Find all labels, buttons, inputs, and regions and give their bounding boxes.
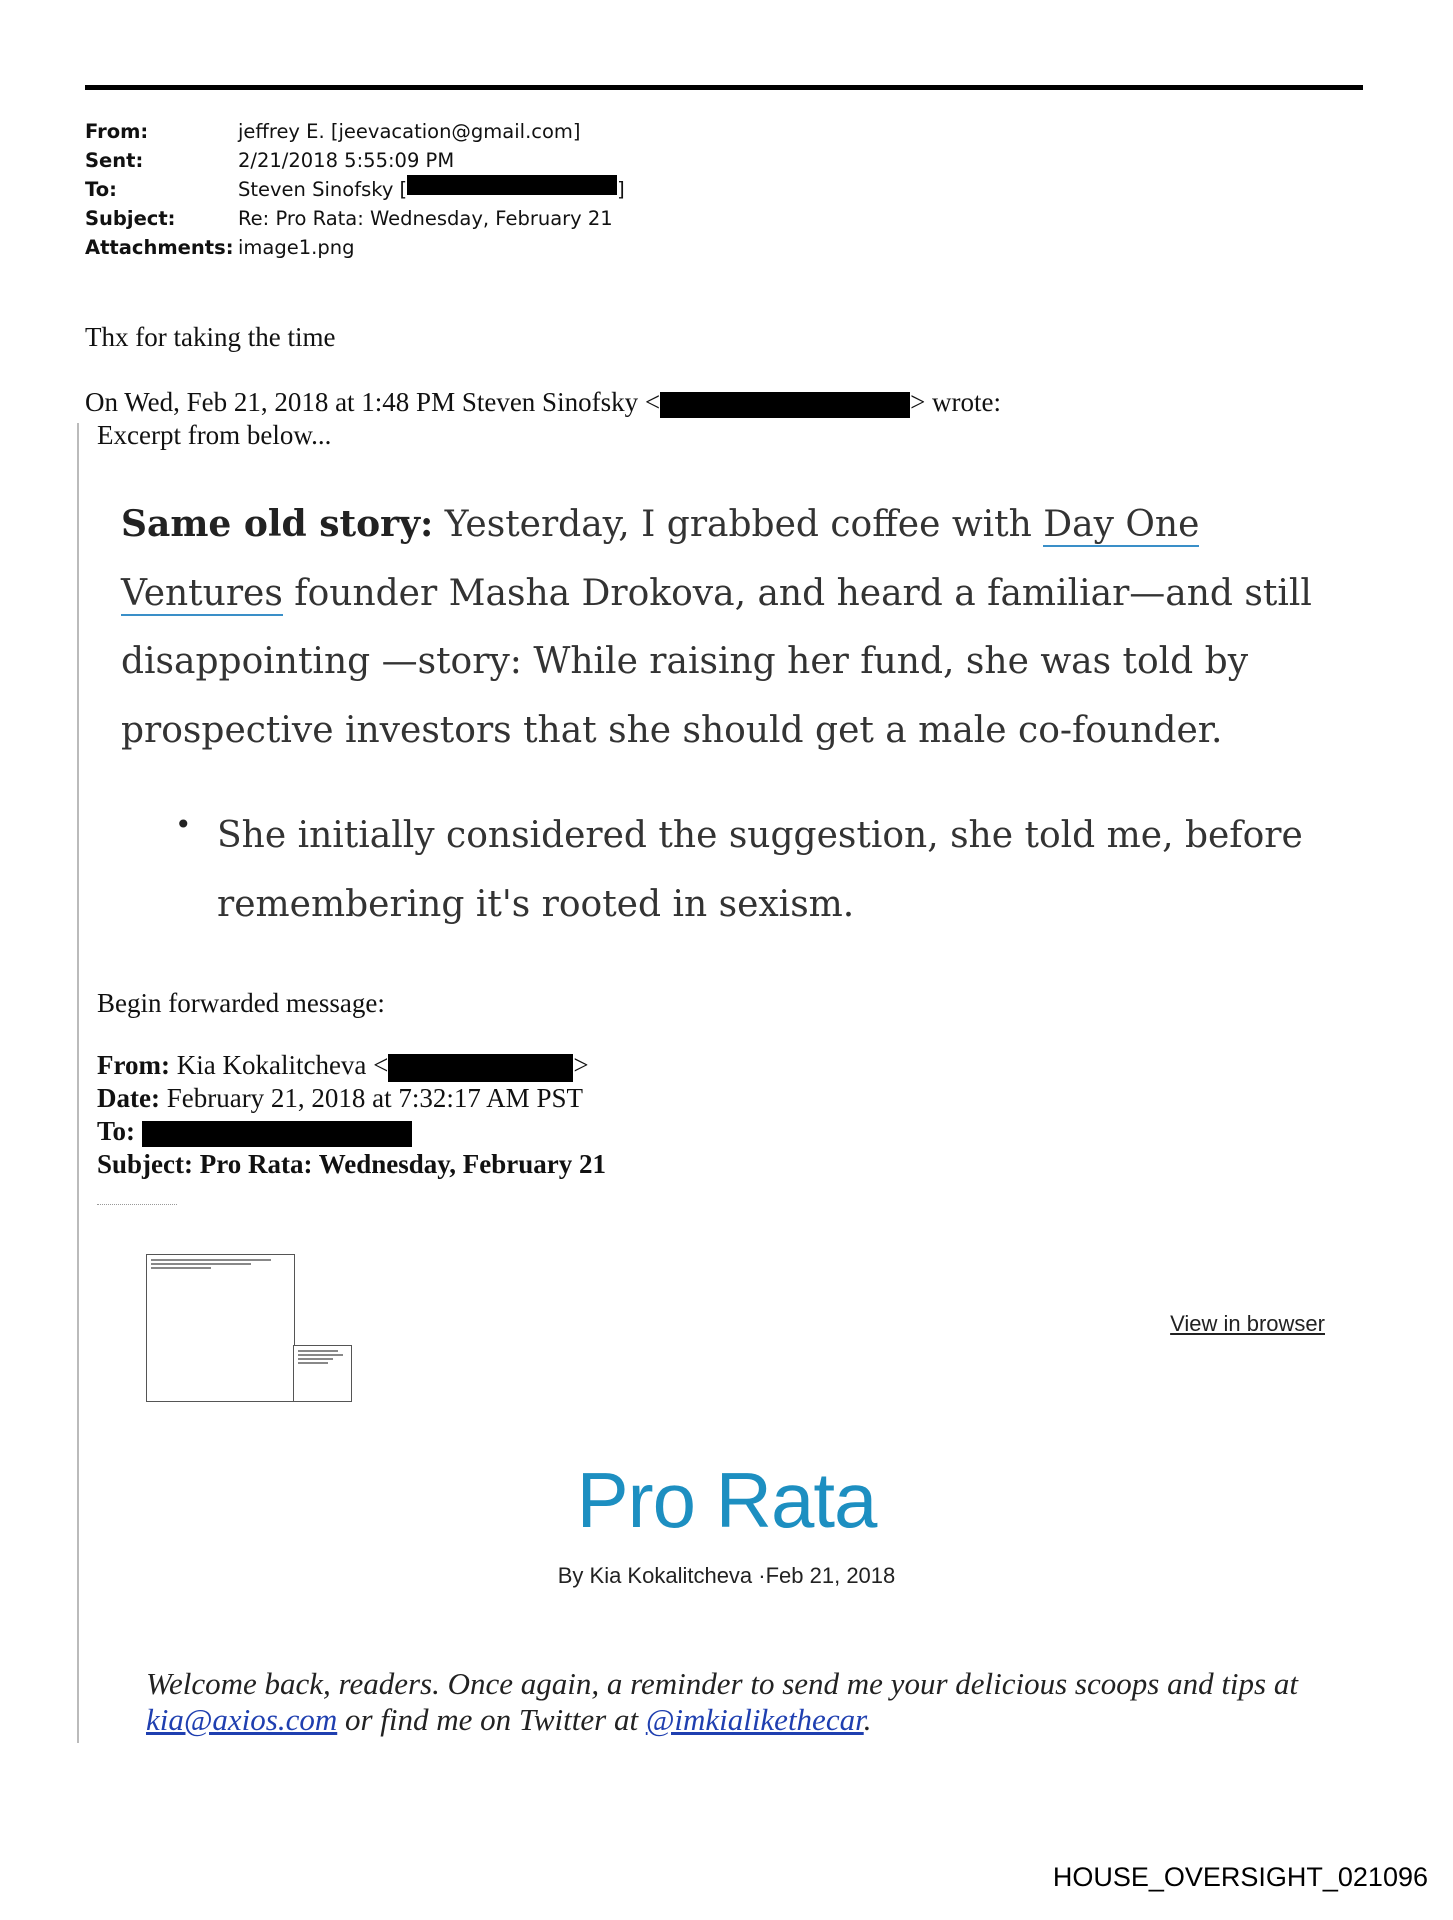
forwarded-heading: Begin forwarded message:	[97, 988, 385, 1018]
fwd-to-label: To:	[97, 1116, 136, 1146]
document-id: HOUSE_OVERSIGHT_021096	[1052, 1862, 1428, 1892]
redaction-block	[388, 1054, 573, 1082]
header-to-row	[85, 175, 625, 204]
excerpt-bullet: She initially considered the suggestion, she told me, before remembering it's rooted in sexism.	[217, 815, 1303, 925]
fwd-date-value: February 21, 2018 at 7:32:17 AM PST	[159, 1083, 583, 1113]
header-attachments-row	[85, 233, 625, 262]
fwd-date-row	[97, 1083, 583, 1114]
top-rule	[85, 85, 1363, 90]
attachments-value[interactable]: image1.png	[238, 236, 355, 259]
tiny-preheader	[97, 1204, 177, 1210]
redaction-block	[142, 1121, 412, 1147]
welcome-text-3: .	[863, 1702, 872, 1737]
fwd-from-label: From:	[97, 1050, 170, 1080]
fwd-subject-value: Pro Rata: Wednesday, February 21	[193, 1149, 607, 1179]
excerpt-text-2: founder Masha Drokova, and heard a familiar—and still disappointing —story: While raising her fund, she was told by prospective investors that she should get a male co-founder.	[121, 572, 1312, 751]
header-subject-row	[85, 204, 625, 233]
image-placeholder-large	[146, 1254, 295, 1402]
image-placeholder-text	[294, 1346, 351, 1368]
pro-rata-logo: Pro Rata	[576, 1456, 877, 1544]
image-placeholder-small	[293, 1345, 352, 1402]
welcome-paragraph	[146, 1666, 1346, 1738]
welcome-text-1: Welcome back, readers. Once again, a reminder to send me your delicious scoops and tips at	[146, 1666, 1298, 1701]
reply-text: Thx for taking the time	[85, 322, 336, 352]
subject-label: Subject:	[85, 207, 176, 230]
from-label: From:	[85, 120, 149, 143]
from-value: jeffrey E. [jeevacation@gmail.com]	[238, 120, 581, 143]
email-link[interactable]: kia@axios.com	[146, 1702, 338, 1737]
day-one-ventures-link[interactable]: Day One Ventures	[121, 504, 1200, 614]
twitter-link[interactable]: @imkialikethecar	[645, 1702, 864, 1737]
fwd-from-close: >	[573, 1050, 589, 1080]
image-placeholder-text	[147, 1255, 294, 1273]
fwd-from-value: Kia Kokalitcheva <	[169, 1050, 389, 1080]
excerpt-text-1: Yesterday, I grabbed coffee with	[433, 504, 1044, 545]
fwd-subject-row	[97, 1149, 606, 1180]
attachments-label: Attachments:	[85, 236, 234, 259]
fwd-from-row	[97, 1050, 589, 1082]
fwd-date-label: Date:	[97, 1083, 160, 1113]
quote-intro-end: > wrote:	[910, 387, 1002, 417]
email-header	[85, 117, 625, 262]
redaction-block	[660, 392, 910, 418]
header-from-row	[85, 117, 625, 146]
fwd-subject-label: Subject:	[97, 1149, 193, 1179]
byline: By Kia Kokalitcheva ·Feb 21, 2018	[557, 1563, 896, 1588]
subject-value: Re: Pro Rata: Wednesday, February 21	[238, 207, 613, 230]
fwd-to-row	[97, 1116, 412, 1147]
to-close: ]	[617, 178, 625, 201]
welcome-text-2: or find me on Twitter at	[337, 1702, 646, 1737]
to-value: Steven Sinofsky [	[238, 178, 408, 201]
view-in-browser-link[interactable]: View in browser	[1170, 1311, 1325, 1336]
excerpt-intro: Excerpt from below...	[97, 420, 332, 450]
quote-intro	[85, 387, 1001, 418]
sent-value: 2/21/2018 5:55:09 PM	[238, 149, 455, 172]
bullet-dot: •	[175, 808, 192, 841]
to-label: To:	[85, 178, 117, 201]
header-sent-row	[85, 146, 625, 175]
excerpt-lead: Same old story:	[121, 503, 434, 545]
excerpt-paragraph	[121, 490, 1361, 765]
redaction-block	[407, 175, 617, 195]
quote-intro-start: On Wed, Feb 21, 2018 at 1:48 PM Steven Sinofsky <	[85, 387, 661, 417]
sent-label: Sent:	[85, 149, 144, 172]
